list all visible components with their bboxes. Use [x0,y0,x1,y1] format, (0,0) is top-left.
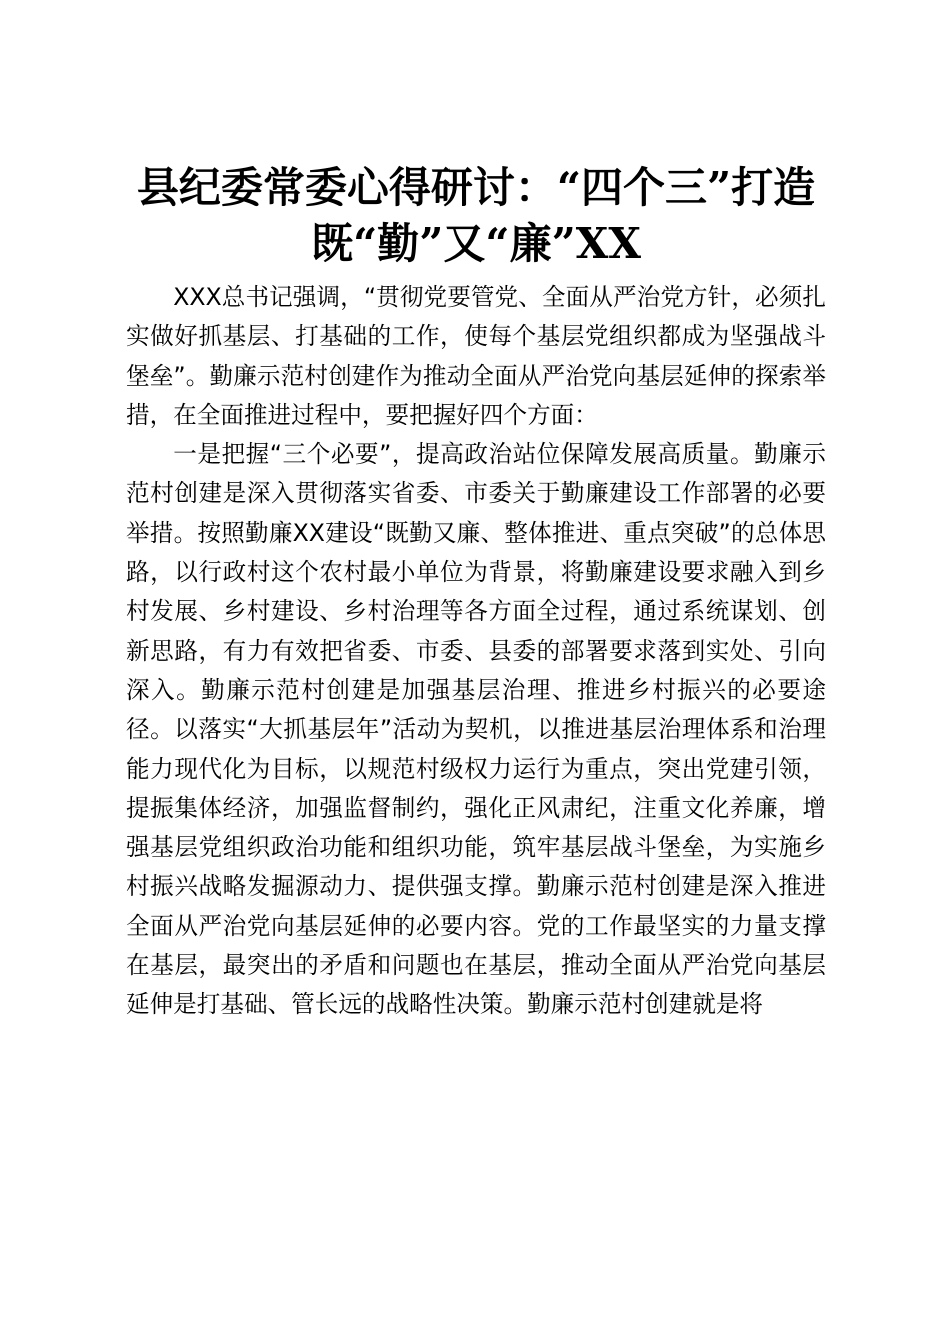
document-page [126,160,826,1025]
body-paragraph: 一是把握“三个必要”，提高政治站位保障发展高质量。勤廉示范村创建是深入贯彻落实省委、市委关于勤廉建设工作部署的必要举措。按照勤廉XX建设“既勤又廉、整体推进、重点突破”的总体思路，以行政村这个农村最小单位为背景，将勤廉建设要求融入到乡村发展、乡村建设、乡村治理等各方面全过程，通过系统谋划、创新思路，有力有效把省委、市委、县委的部署要求落到实处、引向深入。勤廉示范村创建是加强基层治理、推进乡村振兴的必要途径。以落实“大抓基层年”活动为契机，以推进基层治理体系和治理能力现代化为目标，以规范村级权力运行为重点，突出党建引领，提振集体经济，加强监督制约，强化正风肃纪，注重文化养廉，增强基层党组织政治功能和组织功能，筑牢基层战斗堡垒，为实施乡村振兴战略发掘源动力、提供强支撑。勤廉示范村创建是深入推进全面从严治党向基层延伸的必要内容。党的工作最坚实的力量支撑在基层，最突出的矛盾和问题也在基层，推动全面从严治党向基层延伸是打基础、管长远的战略性决策。勤廉示范村创建就是将 [126,440,826,1019]
document-title [126,160,826,272]
intro-paragraph: XXX总书记强调，“贯彻党要管党、全面从严治党方针，必须扎实做好抓基层、打基础的工作，使每个基层党组织都成为坚强战斗堡垒”。勤廉示范村创建作为推动全面从严治党向基层延伸的探索举措，在全面推进过程中，要把握好四个方面： [126,283,826,429]
document-body [126,278,826,1025]
title-line-1: 县纪委常委心得研讨：“四个三”打造 [136,163,816,212]
title-line-2: 既“勤”又“廉”XX [311,219,641,268]
